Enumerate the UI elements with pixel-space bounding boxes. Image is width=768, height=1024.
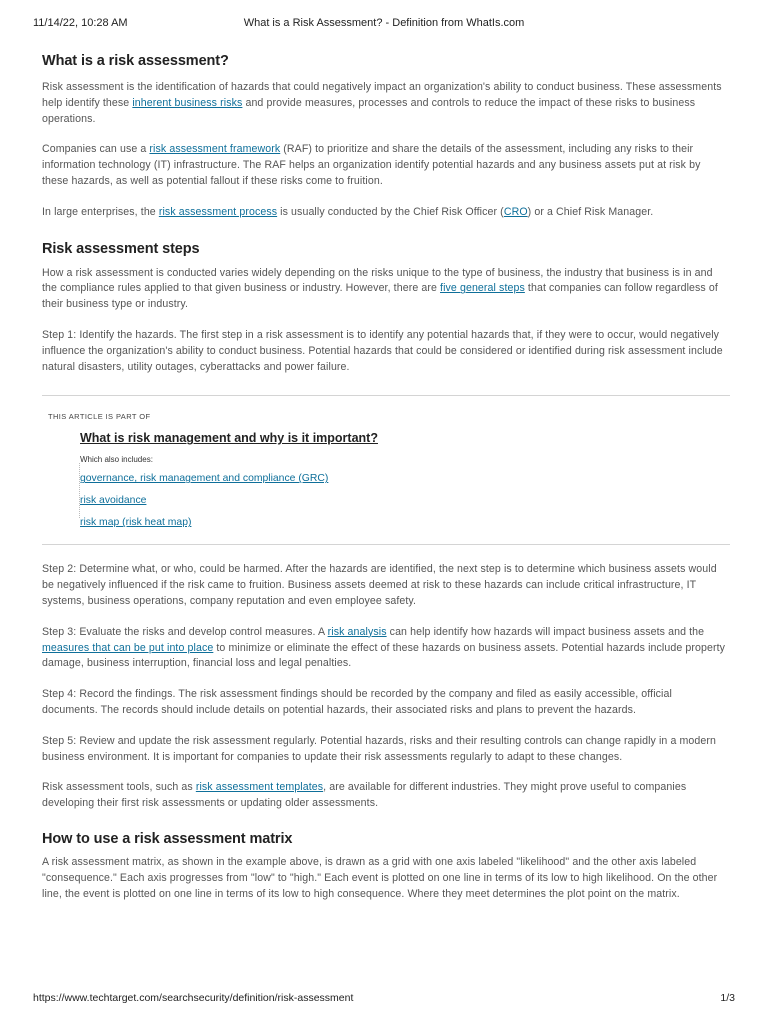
text: ) or a Chief Risk Manager. bbox=[527, 205, 654, 218]
text: (RAF) to prioritize and share the details of the assessment, including any risks to their information technology (IT) infrastructure. The RAF helps an organization identify potential hazards and any business assets put at risk by these hazards, as well as potential fallout if these risks come to fruition. bbox=[42, 143, 701, 187]
text: Companies can use a bbox=[42, 143, 150, 156]
link-cro[interactable]: CRO bbox=[503, 205, 528, 218]
series-item-risk-avoidance[interactable]: risk avoidance bbox=[80, 495, 147, 507]
paragraph-matrix: A risk assessment matrix, as shown in the example above, is drawn as a grid with one axis labeled "likelihood" and the other axis labeled "consequence." Each axis progresses from "low" to "high." Each event is plotted on one line in terms of its low to high likelihood. On the other line, the event is plotted on one line in terms of its low to high consequence. Where they meet determines the plot point on the matrix. bbox=[42, 855, 718, 900]
paragraph-step-3 bbox=[42, 625, 728, 672]
text: Risk assessment is the identification of hazards that could negatively impact an organization's ability to conduct business. These assessments help identify these bbox=[42, 81, 722, 109]
link-risk-assessment-process[interactable]: risk assessment process bbox=[158, 205, 278, 218]
link-risk-assessment-templates[interactable]: risk assessment templates bbox=[195, 781, 324, 794]
text: In large enterprises, the bbox=[42, 205, 159, 218]
article-body bbox=[42, 53, 728, 902]
paragraph-definition bbox=[42, 80, 728, 127]
text: Step 3: Evaluate the risks and develop control measures. A bbox=[42, 625, 328, 638]
paragraph-step-1: Step 1: Identify the hazards. The first step in a risk assessment is to identify any potential hazards that, if they were to occur, would negatively influence the organization's ability to conduct business. Potential hazards that could be considered or identified during risk assessment include natural disasters, utility outages, cyberattacks and power failure. bbox=[42, 328, 723, 373]
link-risk-assessment-framework[interactable]: risk assessment framework bbox=[149, 143, 281, 156]
series-rail bbox=[79, 463, 80, 518]
print-footer bbox=[33, 992, 735, 1006]
paragraph-raf bbox=[42, 142, 728, 189]
print-datetime: 11/14/22, 10:28 AM bbox=[33, 17, 128, 29]
series-list bbox=[80, 455, 730, 528]
text: can help identify how hazards will impact business assets and the bbox=[386, 625, 705, 638]
print-page-number: 1/3 bbox=[720, 992, 735, 1004]
text: Risk assessment tools, such as bbox=[42, 781, 196, 794]
text: , are available for different industries. They might prove useful to companies developing their first risk assessments or updating older assessments. bbox=[42, 781, 687, 810]
link-measures[interactable]: measures that can be put into place bbox=[42, 641, 214, 654]
paragraph-step-2: Step 2: Determine what, or who, could be harmed. After the hazards are identified, the next step is to determine which business assets would be negatively influenced if the risk came to fruition. Business assets deemed at risk to these hazards can include critical infrastructure, IT systems, business operations, company reputation and even employee safety. bbox=[42, 563, 717, 607]
link-inherent-business-risks[interactable]: inherent business risks bbox=[132, 96, 243, 109]
heading-risk-assessment-steps: Risk assessment steps bbox=[42, 240, 200, 257]
series-kicker: THIS ARTICLE IS PART OF bbox=[48, 412, 151, 422]
paragraph-tools bbox=[42, 780, 728, 812]
print-page-title: What is a Risk Assessment? - Definition from WhatIs.com bbox=[243, 17, 525, 29]
paragraph-steps-intro bbox=[42, 266, 728, 313]
series-item-risk-map[interactable]: risk map (risk heat map) bbox=[80, 517, 192, 529]
print-header bbox=[33, 17, 735, 31]
heading-what-is-risk-assessment: What is a risk assessment? bbox=[42, 53, 229, 69]
link-five-general-steps[interactable]: five general steps bbox=[440, 282, 525, 295]
text: to minimize or eliminate the effect of these hazards on business assets. Potential hazards include property damage, business interruption, financial loss and legal penalties. bbox=[42, 641, 726, 670]
text: How a risk assessment is conducted varies widely depending on the risks unique to the type of business, the industry that business is in and the compliance rules applied to that given business or industry. However, there are bbox=[42, 266, 713, 295]
paragraph-step-4: Step 4: Record the findings. The risk assessment findings should be recorded by the company and filed as easily accessible, official documents. The records should include details on potential hazards, their associated risks and plans to prevent the hazards. bbox=[42, 688, 672, 716]
series-box bbox=[42, 395, 730, 545]
series-also-label: Which also includes: bbox=[80, 455, 153, 465]
heading-risk-assessment-matrix: How to use a risk assessment matrix bbox=[42, 830, 293, 847]
paragraph-step-5: Step 5: Review and update the risk assessment regularly. Potential hazards, risks and their resulting controls can change rapidly in a modern business environment. It is important for companies to update their risk assessments regularly to adapt to these changes. bbox=[42, 734, 717, 763]
link-risk-analysis[interactable]: risk analysis bbox=[327, 625, 387, 638]
series-item-grc[interactable]: governance, risk management and compliance (GRC) bbox=[80, 473, 329, 485]
series-title-link[interactable]: What is risk management and why is it important? bbox=[80, 431, 378, 446]
paragraph-enterprises bbox=[42, 205, 728, 221]
text: and provide measures, processes and controls to reduce the impact of these risks to business operations. bbox=[42, 96, 696, 125]
text: is usually conducted by the Chief Risk Officer ( bbox=[277, 205, 504, 218]
print-url: https://www.techtarget.com/searchsecurity/definition/risk-assessment bbox=[33, 992, 354, 1004]
text: that companies can follow regardless of their business type or industry. bbox=[42, 282, 718, 311]
